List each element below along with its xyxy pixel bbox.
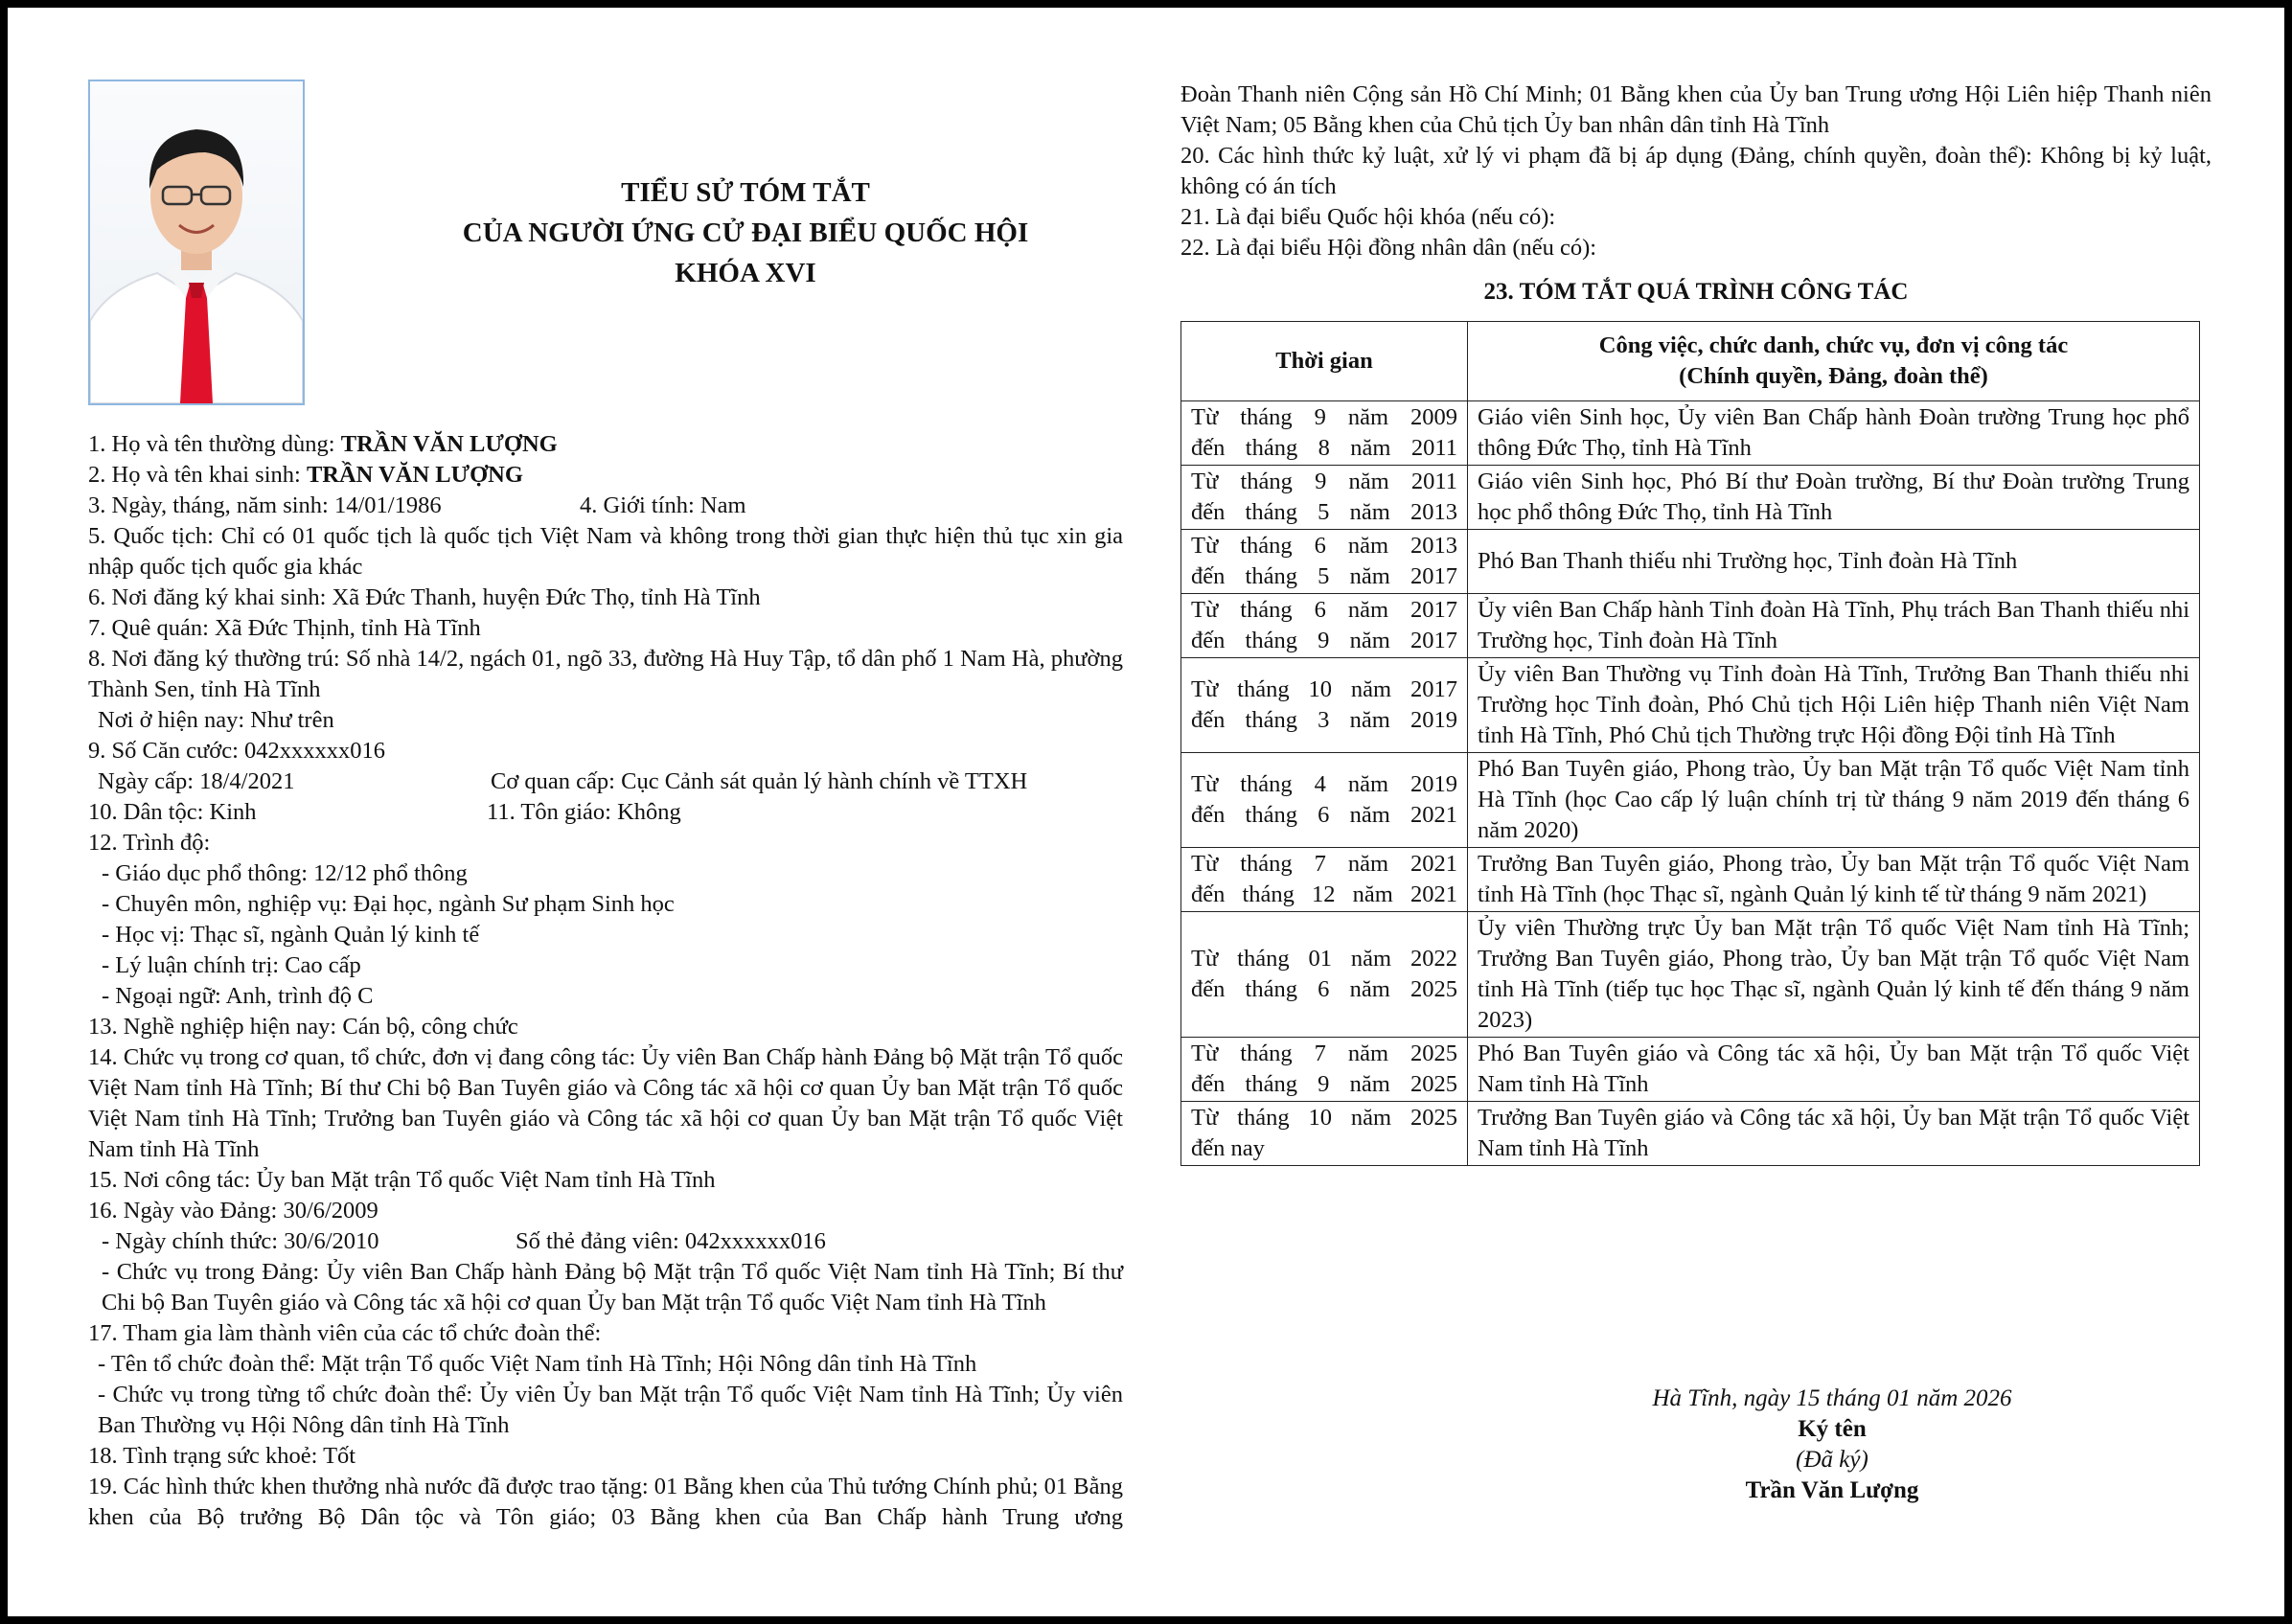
bio-item-17: 17. Tham gia làm thành viên của các tổ chức đoàn thể: xyxy=(88,1320,602,1346)
work-period xyxy=(1181,530,1468,594)
bio-item-17a: - Tên tổ chức đoàn thể: Mặt trận Tổ quốc Việt Nam tỉnh Hà Tĩnh; Hội Nông dân tỉnh Hà Tĩnh xyxy=(98,1351,977,1377)
birth-date: 3. Ngày, tháng, năm sinh: 14/01/1986 xyxy=(88,492,442,518)
header-time: Thời gian xyxy=(1181,322,1468,401)
work-period-start: Từ tháng 01 năm 2022 xyxy=(1191,946,1457,972)
bio-item-14: 14. Chức vụ trong cơ quan, tổ chức, đơn vị đang công tác: Ủy viên Ban Chấp hành Đảng bộ Mặt trận Tổ quốc Việt Nam tỉnh Hà Tĩnh; Bí thư Chi bộ Ban Tuyên giáo và Công tác xã hội cơ quan Ủy ban Mặt trận Tổ quốc Việt Nam tỉnh Hà Tĩnh; Trưởng ban Tuyên giáo và Công tác xã hội cơ quan Ủy ban Mặt trận Tổ quốc Việt Nam tỉnh Hà Tĩnh xyxy=(88,1044,1123,1162)
work-period-start: Từ tháng 4 năm 2019 xyxy=(1191,771,1457,797)
work-period-end: đến tháng 6 năm 2025 xyxy=(1191,976,1457,1002)
religion: 11. Tôn giáo: Không xyxy=(487,799,681,825)
bio-item-21: 21. Là đại biểu Quốc hội khóa (nếu có): xyxy=(1180,204,1556,230)
document-page xyxy=(8,8,2284,1616)
bio-item-8: 8. Nơi đăng ký thường trú: Số nhà 14/2, ngách 01, ngõ 33, đường Hà Huy Tập, tổ dân phố 1 Nam Hà, phường Thành Sen, tỉnh Hà Tĩnh xyxy=(88,646,1123,702)
work-period-start: Từ tháng 9 năm 2011 xyxy=(1191,469,1457,494)
work-period xyxy=(1181,466,1468,530)
work-period-start: Từ tháng 10 năm 2017 xyxy=(1191,676,1457,702)
bio-item-16: 16. Ngày vào Đảng: 30/6/2009 xyxy=(88,1198,378,1224)
bio-item-15: 15. Nơi công tác: Ủy ban Mặt trận Tổ quốc Việt Nam tỉnh Hà Tĩnh xyxy=(88,1167,716,1193)
bio-item-9-issue xyxy=(88,766,1123,797)
work-period xyxy=(1181,912,1468,1038)
work-period-end: đến nay xyxy=(1191,1135,1265,1161)
title-line-2: CỦA NGƯỜI ỨNG CỬ ĐẠI BIỂU QUỐC HỘI xyxy=(462,217,1029,248)
work-history-heading: 23. TÓM TẮT QUÁ TRÌNH CÔNG TÁC xyxy=(1483,279,1909,305)
bio-item-17b: - Chức vụ trong từng tổ chức đoàn thể: Ủy viên Ủy ban Mặt trận Tổ quốc Việt Nam tỉnh Hà Tĩnh; Ủy viên Ban Thường vụ Hội Nông dân tỉnh Hà Tĩnh xyxy=(98,1382,1123,1438)
sign-label: Ký tên xyxy=(1798,1416,1867,1442)
bio-item-3-4 xyxy=(88,491,1123,521)
bio-item-12: 12. Trình độ: xyxy=(88,830,211,856)
ethnicity: 10. Dân tộc: Kinh xyxy=(88,799,257,825)
work-row xyxy=(1181,594,2200,658)
work-period-start: Từ tháng 7 năm 2021 xyxy=(1191,851,1457,877)
work-period-start: Từ tháng 7 năm 2025 xyxy=(1191,1041,1457,1066)
candidate-portrait-photo xyxy=(88,80,305,405)
work-row xyxy=(1181,466,2200,530)
work-description: Trưởng Ban Tuyên giáo, Phong trào, Ủy ban Mặt trận Tổ quốc Việt Nam tỉnh Hà Tĩnh (học Thạc sĩ, ngành Quản lý kinh tế từ tháng 9 năm 2021) xyxy=(1468,848,2200,912)
work-table-body xyxy=(1181,401,2200,1166)
work-period xyxy=(1181,658,1468,753)
id-issue-date: Ngày cấp: 18/4/2021 xyxy=(98,768,295,794)
work-row xyxy=(1181,912,2200,1038)
gender: 4. Giới tính: Nam xyxy=(580,492,746,518)
work-history-table xyxy=(1180,321,2200,1166)
bio-right-column xyxy=(1180,80,2212,1166)
bio-item-16a xyxy=(88,1226,1123,1257)
bio-item-12c: - Học vị: Thạc sĩ, ngành Quản lý kinh tế xyxy=(102,922,480,948)
bio-item-2: 2. Họ và tên khai sinh: TRẦN VĂN LƯỢNG xyxy=(88,462,523,488)
work-description: Giáo viên Sinh học, Ủy viên Ban Chấp hành Đoàn trường Trung học phổ thông Đức Thọ, tỉnh Hà Tĩnh xyxy=(1468,401,2200,466)
work-period xyxy=(1181,848,1468,912)
bio-item-16b: - Chức vụ trong Đảng: Ủy viên Ban Chấp hành Đảng bộ Mặt trận Tổ quốc Việt Nam tỉnh Hà Tĩnh; Bí thư Chi bộ Ban Tuyên giáo và Công tác xã hội cơ quan Ủy ban Mặt trận Tổ quốc Việt Nam tỉnh Hà Tĩnh xyxy=(102,1259,1123,1315)
work-period-end: đến tháng 5 năm 2013 xyxy=(1191,499,1457,525)
work-period-start: Từ tháng 6 năm 2013 xyxy=(1191,533,1457,559)
bio-item-6: 6. Nơi đăng ký khai sinh: Xã Đức Thanh, huyện Đức Thọ, tỉnh Hà Tĩnh xyxy=(88,584,761,610)
work-period-end: đến tháng 5 năm 2017 xyxy=(1191,563,1457,589)
work-row xyxy=(1181,658,2200,753)
bio-left-column xyxy=(88,429,1123,1533)
title-line-1: TIỂU SỬ TÓM TẮT xyxy=(621,177,870,208)
work-period-start: Từ tháng 10 năm 2025 xyxy=(1191,1105,1457,1131)
bio-item-8-current: Nơi ở hiện nay: Như trên xyxy=(98,707,334,733)
bio-item-1: 1. Họ và tên thường dùng: TRẦN VĂN LƯỢNG xyxy=(88,431,558,457)
work-row xyxy=(1181,848,2200,912)
bio-item-12a: - Giáo dục phổ thông: 12/12 phổ thông xyxy=(102,860,468,886)
work-period xyxy=(1181,1038,1468,1102)
work-description: Giáo viên Sinh học, Phó Bí thư Đoàn trường, Bí thư Đoàn trường Trung học phổ thông Đức Thọ, tỉnh Hà Tĩnh xyxy=(1468,466,2200,530)
work-row xyxy=(1181,530,2200,594)
work-period-end: đến tháng 8 năm 2011 xyxy=(1191,435,1457,461)
work-description: Phó Ban Tuyên giáo, Phong trào, Ủy ban Mặt trận Tổ quốc Việt Nam tỉnh Hà Tĩnh (học Cao cấp lý luận chính trị từ tháng 9 năm 2019 đến tháng 6 năm 2020) xyxy=(1468,753,2200,848)
place-date: Hà Tĩnh, ngày 15 tháng 01 năm 2026 xyxy=(1652,1385,2012,1411)
work-period-start: Từ tháng 6 năm 2017 xyxy=(1191,597,1457,623)
work-description: Ủy viên Thường trực Ủy ban Mặt trận Tổ quốc Việt Nam tỉnh Hà Tĩnh; Trưởng Ban Tuyên giáo, Phong trào, Ủy ban Mặt trận Tổ quốc Việt Nam tỉnh Hà Tĩnh (tiếp tục học Thạc sĩ, ngành Quản lý kinh tế đến tháng 9 năm 2023) xyxy=(1468,912,2200,1038)
bio-item-12d: - Lý luận chính trị: Cao cấp xyxy=(102,952,361,978)
bio-item-13: 13. Nghề nghiệp hiện nay: Cán bộ, công chức xyxy=(88,1014,518,1040)
common-name: TRẦN VĂN LƯỢNG xyxy=(340,431,558,457)
work-description: Ủy viên Ban Thường vụ Tỉnh đoàn Hà Tĩnh, Trưởng Ban Thanh thiếu nhi Trường học Tỉnh đoàn, Phó Chủ tịch Hội Liên hiệp Thanh niên Việt Nam tỉnh Hà Tĩnh, Phó Chủ tịch Thường trực Hội đồng Đội tỉnh Hà Tĩnh xyxy=(1468,658,2200,753)
portrait-illustration xyxy=(90,81,303,403)
work-period-end: đến tháng 6 năm 2021 xyxy=(1191,802,1457,828)
work-description: Ủy viên Ban Chấp hành Tỉnh đoàn Hà Tĩnh, Phụ trách Ban Thanh thiếu nhi Trường học, Tỉnh đoàn Hà Tĩnh xyxy=(1468,594,2200,658)
bio-item-10-11 xyxy=(88,797,1123,828)
bio-item-12b: - Chuyên môn, nghiệp vụ: Đại học, ngành Sư phạm Sinh học xyxy=(102,891,675,917)
signer-name: Trần Văn Lượng xyxy=(1745,1477,1919,1503)
bio-item-5: 5. Quốc tịch: Chỉ có 01 quốc tịch là quốc tịch Việt Nam và không trong thời gian thực hiện thủ tục xin gia nhập quốc tịch quốc gia khác xyxy=(88,523,1123,580)
work-description: Phó Ban Tuyên giáo và Công tác xã hội, Ủy ban Mặt trận Tổ quốc Việt Nam tỉnh Hà Tĩnh xyxy=(1468,1038,2200,1102)
work-row xyxy=(1181,1102,2200,1166)
work-period-end: đến tháng 9 năm 2017 xyxy=(1191,628,1457,653)
bio-item-20: 20. Các hình thức kỷ luật, xử lý vi phạm đã bị áp dụng (Đảng, chính quyền, đoàn thể): Không bị kỷ luật, không có án tích xyxy=(1180,143,2212,199)
bio-item-12e: - Ngoại ngữ: Anh, trình độ C xyxy=(102,983,374,1009)
bio-item-22: 22. Là đại biểu Hội đồng nhân dân (nếu có): xyxy=(1180,235,1597,261)
work-row xyxy=(1181,753,2200,848)
title-line-3: KHÓA XVI xyxy=(675,258,816,288)
work-table-header xyxy=(1181,322,2200,401)
work-period-end: đến tháng 12 năm 2021 xyxy=(1191,881,1457,907)
header-description: Công việc, chức danh, chức vụ, đơn vị công tác (Chính quyền, Đảng, đoàn thể) xyxy=(1468,322,2200,401)
id-issue-agency: Cơ quan cấp: Cục Cảnh sát quản lý hành chính về TTXH xyxy=(491,768,1028,794)
bio-item-9: 9. Số Căn cước: 042xxxxxx016 xyxy=(88,738,386,764)
birth-name: TRẦN VĂN LƯỢNG xyxy=(306,462,523,488)
bio-item-19-continued: Đoàn Thanh niên Cộng sản Hồ Chí Minh; 01 Bằng khen của Ủy ban Trung ương Hội Liên hiệp Thanh niên Việt Nam; 05 Bằng khen của Chủ tịch Ủy ban nhân dân tỉnh Hà Tĩnh xyxy=(1180,81,2212,138)
bio-item-19: 19. Các hình thức khen thưởng nhà nước đã được trao tặng: 01 Bằng khen của Thủ tướng Chính phủ; 01 Bằng khen của Bộ trưởng Bộ Dân tộc và Tôn giáo; 03 Bằng khen của Ban Chấp hành Trung ương xyxy=(88,1474,1123,1530)
party-official-date: - Ngày chính thức: 30/6/2010 xyxy=(102,1228,379,1254)
signed-note: (Đã ký) xyxy=(1796,1447,1868,1473)
signature-block xyxy=(1564,1384,2100,1506)
work-period-end: đến tháng 3 năm 2019 xyxy=(1191,707,1457,733)
work-period xyxy=(1181,401,1468,466)
work-description: Phó Ban Thanh thiếu nhi Trường học, Tỉnh đoàn Hà Tĩnh xyxy=(1468,530,2200,594)
work-period-end: đến tháng 9 năm 2025 xyxy=(1191,1071,1457,1097)
work-row xyxy=(1181,401,2200,466)
work-row xyxy=(1181,1038,2200,1102)
document-title xyxy=(305,172,1186,293)
bio-item-18: 18. Tình trạng sức khoẻ: Tốt xyxy=(88,1443,356,1469)
work-period xyxy=(1181,753,1468,848)
work-description: Trưởng Ban Tuyên giáo và Công tác xã hội, Ủy ban Mặt trận Tổ quốc Việt Nam tỉnh Hà Tĩnh xyxy=(1468,1102,2200,1166)
bio-item-7: 7. Quê quán: Xã Đức Thịnh, tỉnh Hà Tĩnh xyxy=(88,615,481,641)
work-period xyxy=(1181,1102,1468,1166)
work-period xyxy=(1181,594,1468,658)
work-period-start: Từ tháng 9 năm 2009 xyxy=(1191,404,1457,430)
party-card-number: Số thẻ đảng viên: 042xxxxxx016 xyxy=(516,1228,826,1254)
